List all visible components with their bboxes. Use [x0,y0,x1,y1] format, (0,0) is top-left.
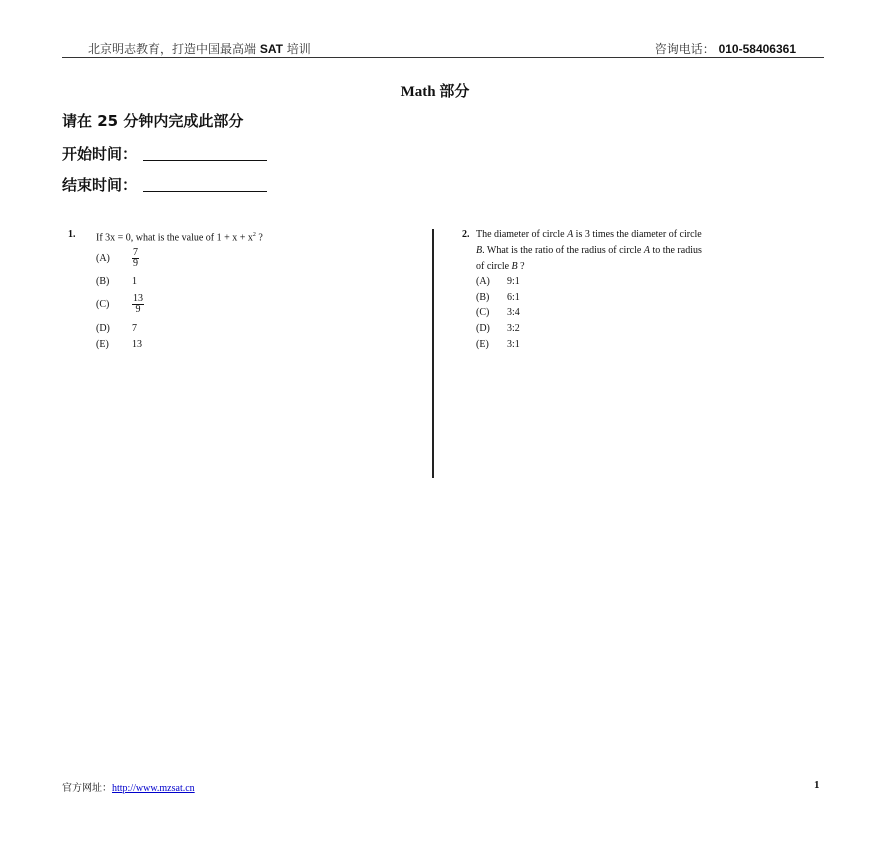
fraction-numerator: 7 [133,247,138,258]
option-label: (A) [96,252,110,264]
header-rule [62,57,824,58]
stem-variable: B [476,245,483,256]
stem-variable: B [511,261,518,272]
stem-text: to the radius [649,245,702,256]
footer-label: 官方网址： [62,783,112,794]
option-label: (E) [96,339,109,350]
header-contact [655,40,796,57]
option-value: 1 [132,276,137,287]
option-value: 3:1 [507,339,520,350]
option-value: 3:2 [507,323,520,334]
header-slogan-sat: SAT [259,42,283,56]
question-1-option-d[interactable] [96,321,137,337]
stem-variable: A [643,245,650,256]
option-label: (C) [96,298,110,310]
stem-variable: A [567,229,574,240]
option-label: (E) [476,339,489,350]
question-2-option-a[interactable] [476,274,520,290]
question-2-stem-line-2 [476,243,702,259]
question-2-option-d[interactable] [476,321,520,337]
start-time-blank[interactable] [143,146,267,161]
question-1-stem-text: If 3x = 0, what is the value of 1 + x + x [96,232,253,244]
section-title: Math 部分 [400,84,470,100]
option-label: (C) [476,307,490,318]
column-divider [432,229,434,478]
question-2-stem-line-3 [476,259,525,275]
fraction-denominator: 9 [135,304,141,315]
header-slogan-text: 北京明志教育，打造中国最高端 [88,42,257,56]
question-2-option-c[interactable] [476,305,520,321]
end-time-blank[interactable] [143,177,267,192]
question-1-exponent: 2 [252,232,256,238]
question-2-number: 2. [462,229,470,240]
fraction-numerator: 13 [133,293,143,304]
stem-text: is 3 times the diameter of circle [573,229,702,240]
question-1-option-e[interactable] [96,337,142,353]
header-phone: 010-58406361 [718,42,796,56]
option-label: (A) [476,276,490,287]
option-value: 6:1 [507,292,520,303]
option-value: 9:1 [507,276,520,287]
question-1-option-a[interactable] [96,248,139,269]
stem-text: of circle [476,261,512,272]
fraction-denominator: 9 [133,258,138,269]
page-footer [62,779,195,794]
question-1-option-b[interactable] [96,274,137,290]
question-1-option-c[interactable] [96,294,144,315]
question-2-option-e[interactable] [476,337,520,353]
question-2-option-b[interactable] [476,290,520,306]
time-limit-instruction: 请在 25 分钟内完成此部分 [62,112,244,130]
header-contact-label: 咨询电话： [654,42,715,56]
page-number: 1 [814,779,820,791]
option-label: (B) [96,276,110,287]
option-value: 13 [132,339,142,350]
stem-text: The diameter of circle [476,229,568,240]
stem-text: ? [517,261,525,272]
end-time-line [62,174,267,195]
option-value: 7 [132,323,137,334]
start-time-line [62,143,267,164]
fraction [132,294,144,315]
option-value: 3:4 [507,307,520,318]
question-1-number: 1. [68,229,76,240]
header-slogan-tail: 培训 [286,42,311,56]
question-1-stem [96,227,263,246]
website-link[interactable]: http://www.mzsat.cn [112,783,195,794]
question-2-stem-line-1 [476,227,702,243]
end-time-label: 结束时间： [62,176,138,194]
option-label: (B) [476,292,490,303]
option-label: (D) [476,323,490,334]
question-1-stem-end: ? [255,232,263,244]
fraction [132,248,139,269]
header-slogan [88,40,311,57]
start-time-label: 开始时间： [62,145,138,163]
option-label: (D) [96,323,110,334]
stem-text: . What is the ratio of the radius of circle [482,245,644,256]
